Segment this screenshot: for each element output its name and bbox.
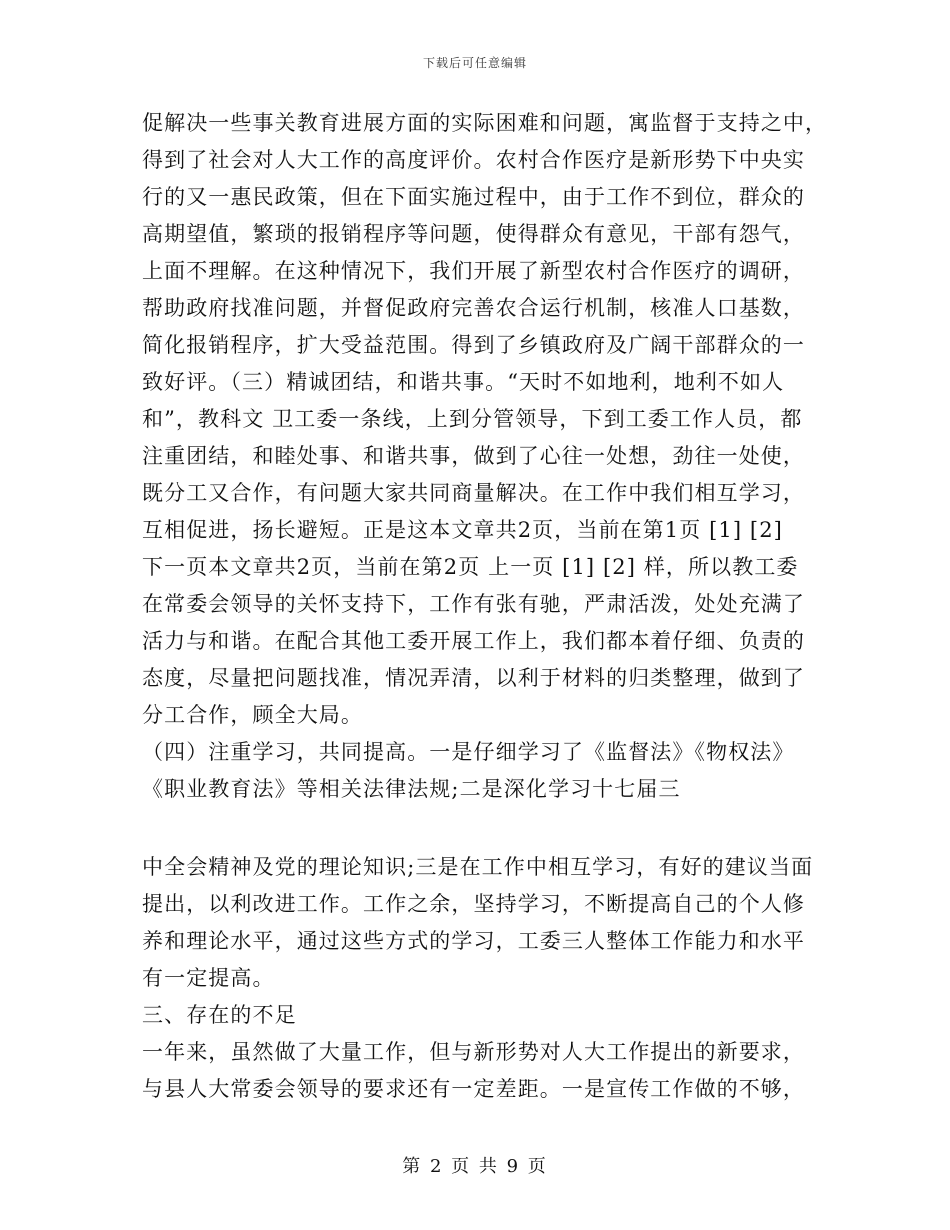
page-number-footer: 第 2 页 共 9 页 <box>402 1156 548 1177</box>
text-line: 活力与和谐。在配合其他工委开展工作上，我们都本着仔细、负责的 <box>142 629 805 653</box>
text-line: 态度，尽量把问题找准，情况弄清，以利于材料的归类整理，做到了 <box>142 666 805 690</box>
text-line: 有一定提高。 <box>142 966 275 990</box>
text-line: 上面不理解。在这种情况下，我们开展了新型农村合作医疗的调研， <box>142 259 805 283</box>
text-line: 高期望值，繁琐的报销程序等问题，使得群众有意见，干部有怨气， <box>142 222 805 246</box>
text-line: 互相促进，扬长避短。正是这本文章共2页，当前在第1页 [1] [2] <box>142 518 783 542</box>
text-line: 注重团结，和睦处事、和谐共事，做到了心往一处想，劲往一处使， <box>142 444 805 468</box>
body-text-block-1 <box>142 105 828 808</box>
text-line: 分工合作，顾全大局。 <box>142 703 363 727</box>
text-line: 简化报销程序，扩大受益范围。得到了乡镇政府及广阔干部群众的一 <box>142 333 805 357</box>
text-line: （四）注重学习，共同提高。一是仔细学习了《监督法》《物权法》 <box>142 740 795 764</box>
text-line: 促解决一些事关教育进展方面的实际困难和问题，寓监督于支持之中， <box>142 111 828 135</box>
text-line: 一年来，虽然做了大量工作，但与新形势对人大工作提出的新要求， <box>142 1040 805 1064</box>
text-line: 致好评。（三）精诚团结，和谐共事。“天时不如地利，地利不如人 <box>142 370 785 394</box>
body-text-block-2 <box>142 849 822 1108</box>
text-line: 养和理论水平，通过这些方式的学习，工委三人整体工作能力和水平 <box>142 929 805 953</box>
text-line: 提出，以利改进工作。工作之余，坚持学习，不断提高自己的个人修 <box>142 892 805 916</box>
text-line: 《职业教育法》等相关法律法规;二是深化学习十七届三 <box>142 777 681 801</box>
text-line: 在常委会领导的关怀支持下，工作有张有驰，严肃活泼，处处充满了 <box>142 592 805 616</box>
text-line: 中全会精神及党的理论知识;三是在工作中相互学习，有好的建议当面 <box>142 855 814 879</box>
text-line: 与县人大常委会领导的要求还有一定差距。一是宣传工作做的不够， <box>142 1077 805 1101</box>
text-line: 得到了社会对人大工作的高度评价。农村合作医疗是新形势下中央实 <box>142 148 805 172</box>
text-line: 帮助政府找准问题，并督促政府完善农合运行机制，核准人口基数， <box>142 296 805 320</box>
text-line: 和”，教科文 卫工委一条线，上到分管领导，下到工委工作人员，都 <box>142 407 803 431</box>
text-line: 行的又一惠民政策，但在下面实施过程中，由于工作不到位，群众的 <box>142 185 805 209</box>
page-header: 下载后可任意编辑 <box>422 56 527 70</box>
text-line: 既分工又合作，有问题大家共同商量解决。在工作中我们相互学习， <box>142 481 805 505</box>
text-line: 下一页本文章共2页，当前在第2页 上一页 [1] [2] 样，所以教工委 <box>142 555 799 579</box>
section-heading: 三、存在的不足 <box>142 1003 297 1027</box>
